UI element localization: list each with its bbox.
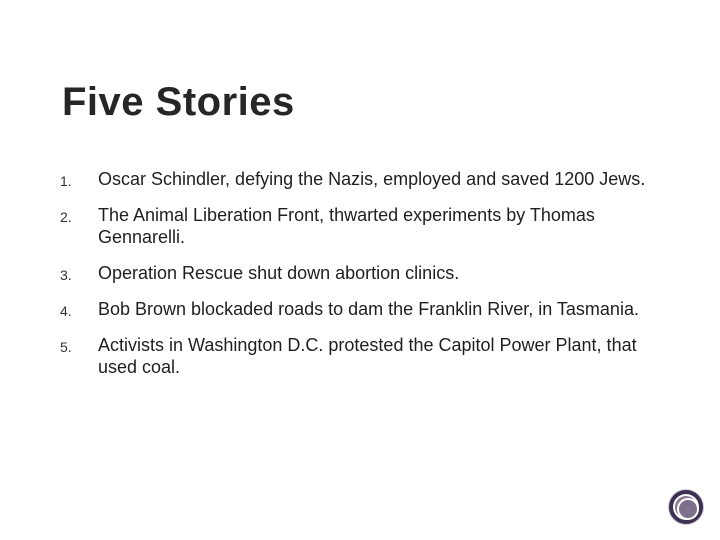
story-list	[60, 168, 656, 392]
circle-nav-icon-inner	[677, 498, 699, 520]
slide-title: Five Stories	[62, 80, 295, 124]
list-item-number: 3.	[60, 267, 72, 283]
list-item-number: 5.	[60, 339, 72, 355]
list-item-text: Activists in Washington D.C. protested the Capitol Power Plant, that used coal.	[98, 335, 637, 377]
list-item	[60, 204, 656, 248]
list-item-text: Operation Rescue shut down abortion clinics.	[98, 263, 460, 283]
list-item-number: 2.	[60, 209, 72, 225]
list-item	[60, 168, 656, 190]
circle-nav-icon[interactable]	[669, 490, 703, 524]
list-item-text: Bob Brown blockaded roads to dam the Franklin River, in Tasmania.	[98, 299, 639, 319]
list-item	[60, 298, 656, 320]
list-item-number: 4.	[60, 303, 72, 319]
list-item	[60, 334, 656, 378]
list-item-text: The Animal Liberation Front, thwarted experiments by Thomas Gennarelli.	[98, 205, 595, 247]
list-item	[60, 262, 656, 284]
list-item-number: 1.	[60, 173, 72, 189]
list-item-text: Oscar Schindler, defying the Nazis, employed and saved 1200 Jews.	[98, 169, 646, 189]
